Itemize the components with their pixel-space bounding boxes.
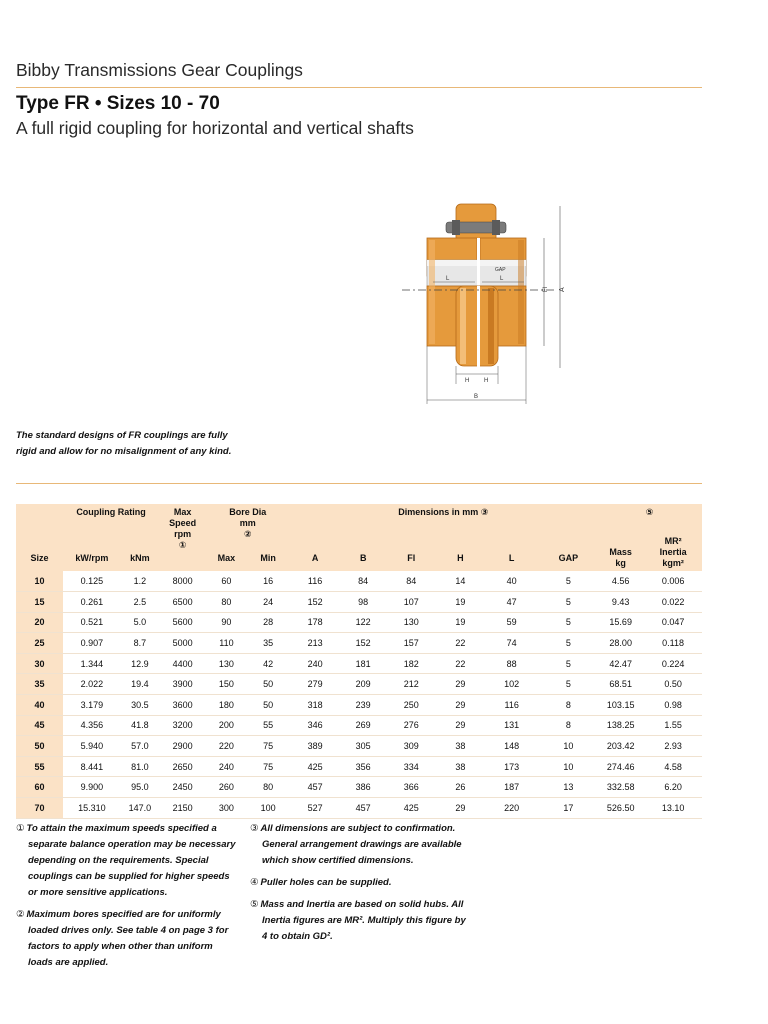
col-header-l: L (484, 547, 540, 571)
table-row (16, 797, 702, 818)
table-cell: 75 (247, 756, 290, 777)
table-cell-size: 50 (16, 736, 63, 757)
table-cell-size: 60 (16, 777, 63, 798)
table-cell: 203.42 (597, 736, 644, 757)
table-cell: 5.940 (63, 736, 121, 757)
table-cell: 59 (484, 612, 540, 633)
footnote-1-number: ① (16, 823, 25, 834)
table-cell: 527 (289, 797, 340, 818)
table-cell: 116 (289, 571, 340, 592)
table-cell: 152 (289, 592, 340, 613)
table-cell: 55 (247, 715, 290, 736)
table-cell: 4.56 (597, 571, 644, 592)
table-cell: 3900 (159, 674, 206, 695)
col-header-inertia (644, 536, 702, 571)
table-cell: 425 (289, 756, 340, 777)
table-cell: 41.8 (121, 715, 159, 736)
mass-label: Mass kg (609, 547, 632, 568)
table-cell: 0.125 (63, 571, 121, 592)
footnotes-right (250, 821, 472, 951)
table-cell: 181 (341, 653, 386, 674)
table-cell: 5 (539, 653, 597, 674)
table-row (16, 694, 702, 715)
table-cell: 5 (539, 612, 597, 633)
table-cell: 107 (386, 592, 437, 613)
table-cell: 260 (206, 777, 247, 798)
col-header-coupling-rating: Coupling Rating (63, 504, 159, 547)
dim-label-b: B (474, 394, 479, 400)
table-cell: 29 (437, 715, 484, 736)
table-cell: 19 (437, 612, 484, 633)
table-row (16, 674, 702, 695)
table-cell: 88 (484, 653, 540, 674)
table-cell-size: 70 (16, 797, 63, 818)
section-divider (16, 483, 702, 484)
table-cell: 457 (341, 797, 386, 818)
table-cell: 332.58 (597, 777, 644, 798)
col-header-size: Size (16, 547, 63, 571)
col-header-size-top (16, 504, 63, 547)
col-header-b: B (341, 547, 386, 571)
brand-heading: Bibby Transmissions Gear Couplings (16, 60, 303, 80)
dim-label-l-right: L (500, 276, 504, 282)
table-cell: 148 (484, 736, 540, 757)
dim-label-h-right: H (484, 378, 489, 384)
coupling-drawing (398, 196, 578, 408)
footnote-2-text: Maximum bores specified are for uniformly loaded drives only. See table 4 on page 3 for factors to apply when other than uniform loads are applied. (26, 909, 229, 968)
dimensions-table (16, 504, 702, 819)
table-cell: 38 (437, 756, 484, 777)
table-cell: 269 (341, 715, 386, 736)
table-cell: 28 (247, 612, 290, 633)
col-header-knm: kNm (121, 547, 159, 571)
table-cell: 182 (386, 653, 437, 674)
col-header-bore-min: Min (247, 547, 290, 571)
table-cell: 212 (386, 674, 437, 695)
table-cell: 3.179 (63, 694, 121, 715)
table-cell: 90 (206, 612, 247, 633)
table-cell: 122 (341, 612, 386, 633)
col-header-mass (597, 547, 644, 571)
col-header-fl: Fl (386, 547, 437, 571)
table-cell: 16 (247, 571, 290, 592)
col-header-bore-max: Max (206, 547, 247, 571)
table-cell: 346 (289, 715, 340, 736)
table-cell: 2.5 (121, 592, 159, 613)
table-cell: 22 (437, 653, 484, 674)
table-cell: 8000 (159, 571, 206, 592)
table-cell: 8 (539, 694, 597, 715)
table-cell: 2450 (159, 777, 206, 798)
table-cell: 4.58 (644, 756, 702, 777)
table-cell: 180 (206, 694, 247, 715)
table-cell: 0.118 (644, 633, 702, 654)
table-cell-size: 10 (16, 571, 63, 592)
table-cell: 81.0 (121, 756, 159, 777)
table-cell-size: 40 (16, 694, 63, 715)
table-cell: 3200 (159, 715, 206, 736)
table-cell: 425 (386, 797, 437, 818)
table-cell: 75 (247, 736, 290, 757)
table-cell: 5000 (159, 633, 206, 654)
mass-note: ⑤ (645, 507, 654, 517)
table-cell: 19.4 (121, 674, 159, 695)
table-cell: 200 (206, 715, 247, 736)
bore-dia-label: Bore Dia mm (229, 507, 267, 528)
table-cell: 38 (437, 736, 484, 757)
table-row (16, 571, 702, 592)
table-cell: 80 (247, 777, 290, 798)
table-cell: 0.521 (63, 612, 121, 633)
table-cell: 9.43 (597, 592, 644, 613)
footnote-3-text: All dimensions are subject to confirmation. General arrangement drawings are available which show certified dimensions. (260, 823, 462, 866)
table-cell: 279 (289, 674, 340, 695)
footnote-3 (250, 821, 472, 869)
table-cell: 3600 (159, 694, 206, 715)
footnotes-left (16, 821, 238, 977)
page-subtitle: A full rigid coupling for horizontal and vertical shafts (16, 118, 414, 138)
table-cell: 178 (289, 612, 340, 633)
max-speed-label: Max Speed rpm (169, 507, 197, 539)
table-cell: 29 (437, 797, 484, 818)
table-cell: 102 (484, 674, 540, 695)
table-cell: 240 (289, 653, 340, 674)
dim-label-l-left: L (446, 276, 450, 282)
table-cell: 29 (437, 694, 484, 715)
table-cell: 40 (484, 571, 540, 592)
table-cell-size: 35 (16, 674, 63, 695)
table-cell: 13.10 (644, 797, 702, 818)
table-cell: 80 (206, 592, 247, 613)
table-row (16, 612, 702, 633)
table-cell: 24 (247, 592, 290, 613)
table-cell: 147.0 (121, 797, 159, 818)
table-cell: 19 (437, 592, 484, 613)
table-cell: 334 (386, 756, 437, 777)
table-cell: 250 (386, 694, 437, 715)
table-row (16, 777, 702, 798)
col-header-a: A (289, 547, 340, 571)
table-cell: 15.310 (63, 797, 121, 818)
table-row (16, 736, 702, 757)
footnote-4-number: ④ (250, 877, 259, 888)
table-cell: 239 (341, 694, 386, 715)
dim-label-a: A (559, 287, 566, 292)
table-cell: 220 (484, 797, 540, 818)
table-cell: 5 (539, 674, 597, 695)
table-cell: 457 (289, 777, 340, 798)
table-row (16, 592, 702, 613)
table-cell: 309 (386, 736, 437, 757)
table-cell: 9.900 (63, 777, 121, 798)
table-cell: 28.00 (597, 633, 644, 654)
footnote-4-text: Puller holes can be supplied. (260, 877, 392, 888)
table-cell: 2150 (159, 797, 206, 818)
dim-label-fl: Fl (543, 287, 549, 292)
table-cell: 157 (386, 633, 437, 654)
table-cell: 220 (206, 736, 247, 757)
table-cell: 1.344 (63, 653, 121, 674)
table-cell: 35 (247, 633, 290, 654)
table-cell: 42 (247, 653, 290, 674)
table-cell: 0.98 (644, 694, 702, 715)
table-cell: 5 (539, 592, 597, 613)
table-cell-size: 55 (16, 756, 63, 777)
table-cell: 42.47 (597, 653, 644, 674)
footnote-1-text: To attain the maximum speeds specified a separate balance operation may be necessary depending on the requirements. Special couplings can be supplied for higher speeds or more sensitive applications. (26, 823, 236, 898)
table-cell: 116 (484, 694, 540, 715)
table-cell: 305 (341, 736, 386, 757)
table-cell: 2.93 (644, 736, 702, 757)
table-cell: 100 (247, 797, 290, 818)
table-cell: 2650 (159, 756, 206, 777)
footnote-2 (16, 907, 238, 971)
table-cell: 300 (206, 797, 247, 818)
table-cell: 13 (539, 777, 597, 798)
table-cell: 8.441 (63, 756, 121, 777)
col-header-bore-dia (206, 504, 289, 547)
table-cell: 14 (437, 571, 484, 592)
inertia-label: MR² Inertia kgm² (659, 536, 687, 568)
table-cell: 15.69 (597, 612, 644, 633)
table-cell: 0.224 (644, 653, 702, 674)
table-cell: 1.2 (121, 571, 159, 592)
bore-dia-note: ② (243, 529, 252, 539)
table-cell: 60 (206, 571, 247, 592)
table-cell: 5 (539, 571, 597, 592)
table-cell: 98 (341, 592, 386, 613)
table-cell: 389 (289, 736, 340, 757)
table-cell: 110 (206, 633, 247, 654)
table-cell: 2.022 (63, 674, 121, 695)
table-cell: 130 (386, 612, 437, 633)
table-cell-size: 20 (16, 612, 63, 633)
table-cell: 6.20 (644, 777, 702, 798)
dim-label-gap: GAP (495, 267, 506, 273)
dim-label-h-left: H (465, 378, 470, 384)
footnote-2-number: ② (16, 909, 25, 920)
table-cell: 1.55 (644, 715, 702, 736)
table-cell: 50 (247, 674, 290, 695)
table-cell: 6500 (159, 592, 206, 613)
table-cell: 0.006 (644, 571, 702, 592)
table-cell-size: 45 (16, 715, 63, 736)
table-cell: 152 (341, 633, 386, 654)
table-cell: 526.50 (597, 797, 644, 818)
table-row (16, 653, 702, 674)
table-cell: 130 (206, 653, 247, 674)
table-cell-size: 25 (16, 633, 63, 654)
footnote-5-text: Mass and Inertia are based on solid hubs. All Inertia figures are MR². Multiply this figure by 4 to obtain GD². (260, 899, 466, 942)
table-cell: 8 (539, 715, 597, 736)
table-cell: 84 (341, 571, 386, 592)
table-cell: 131 (484, 715, 540, 736)
table-cell: 95.0 (121, 777, 159, 798)
table-cell: 103.15 (597, 694, 644, 715)
table-cell: 4400 (159, 653, 206, 674)
table-row (16, 715, 702, 736)
table-cell: 240 (206, 756, 247, 777)
table-cell: 213 (289, 633, 340, 654)
table-cell: 68.51 (597, 674, 644, 695)
table-row (16, 756, 702, 777)
table-cell: 12.9 (121, 653, 159, 674)
footnote-4 (250, 875, 472, 891)
table-cell: 386 (341, 777, 386, 798)
table-cell: 22 (437, 633, 484, 654)
table-cell: 274.46 (597, 756, 644, 777)
table-cell-size: 30 (16, 653, 63, 674)
col-header-gap: GAP (539, 547, 597, 571)
table-cell: 5 (539, 633, 597, 654)
table-cell: 5.0 (121, 612, 159, 633)
table-cell: 74 (484, 633, 540, 654)
table-cell: 57.0 (121, 736, 159, 757)
table-cell: 0.047 (644, 612, 702, 633)
table-cell: 318 (289, 694, 340, 715)
table-cell: 0.907 (63, 633, 121, 654)
table-cell: 50 (247, 694, 290, 715)
table-cell: 4.356 (63, 715, 121, 736)
max-speed-note: ① (178, 540, 187, 550)
table-cell: 26 (437, 777, 484, 798)
table-cell: 276 (386, 715, 437, 736)
table-cell: 138.25 (597, 715, 644, 736)
table-cell: 209 (341, 674, 386, 695)
table-cell: 17 (539, 797, 597, 818)
footnote-1 (16, 821, 238, 901)
col-header-h: H (437, 547, 484, 571)
table-row (16, 633, 702, 654)
table-cell: 356 (341, 756, 386, 777)
page-title: Type FR • Sizes 10 - 70 (16, 93, 220, 114)
table-cell: 5600 (159, 612, 206, 633)
intro-text: The standard designs of FR couplings are fully rigid and allow for no misalignment of any kind. (16, 430, 232, 457)
table-cell: 0.261 (63, 592, 121, 613)
footnote-5-number: ⑤ (250, 899, 259, 910)
footnote-5 (250, 897, 472, 945)
table-cell: 150 (206, 674, 247, 695)
header-divider (16, 87, 702, 88)
col-header-kw-rpm: kW/rpm (63, 547, 121, 571)
footnote-3-number: ③ (250, 823, 259, 834)
table-cell: 187 (484, 777, 540, 798)
col-header-max-speed (159, 504, 206, 571)
table-cell: 10 (539, 756, 597, 777)
table-cell: 84 (386, 571, 437, 592)
table-cell: 30.5 (121, 694, 159, 715)
table-cell: 10 (539, 736, 597, 757)
col-header-dimensions: Dimensions in mm ③ (289, 504, 597, 547)
table-cell-size: 15 (16, 592, 63, 613)
table-cell: 2900 (159, 736, 206, 757)
table-cell: 0.50 (644, 674, 702, 695)
table-cell: 366 (386, 777, 437, 798)
table-cell: 8.7 (121, 633, 159, 654)
table-cell: 47 (484, 592, 540, 613)
table-cell: 173 (484, 756, 540, 777)
table-cell: 0.022 (644, 592, 702, 613)
table-cell: 29 (437, 674, 484, 695)
